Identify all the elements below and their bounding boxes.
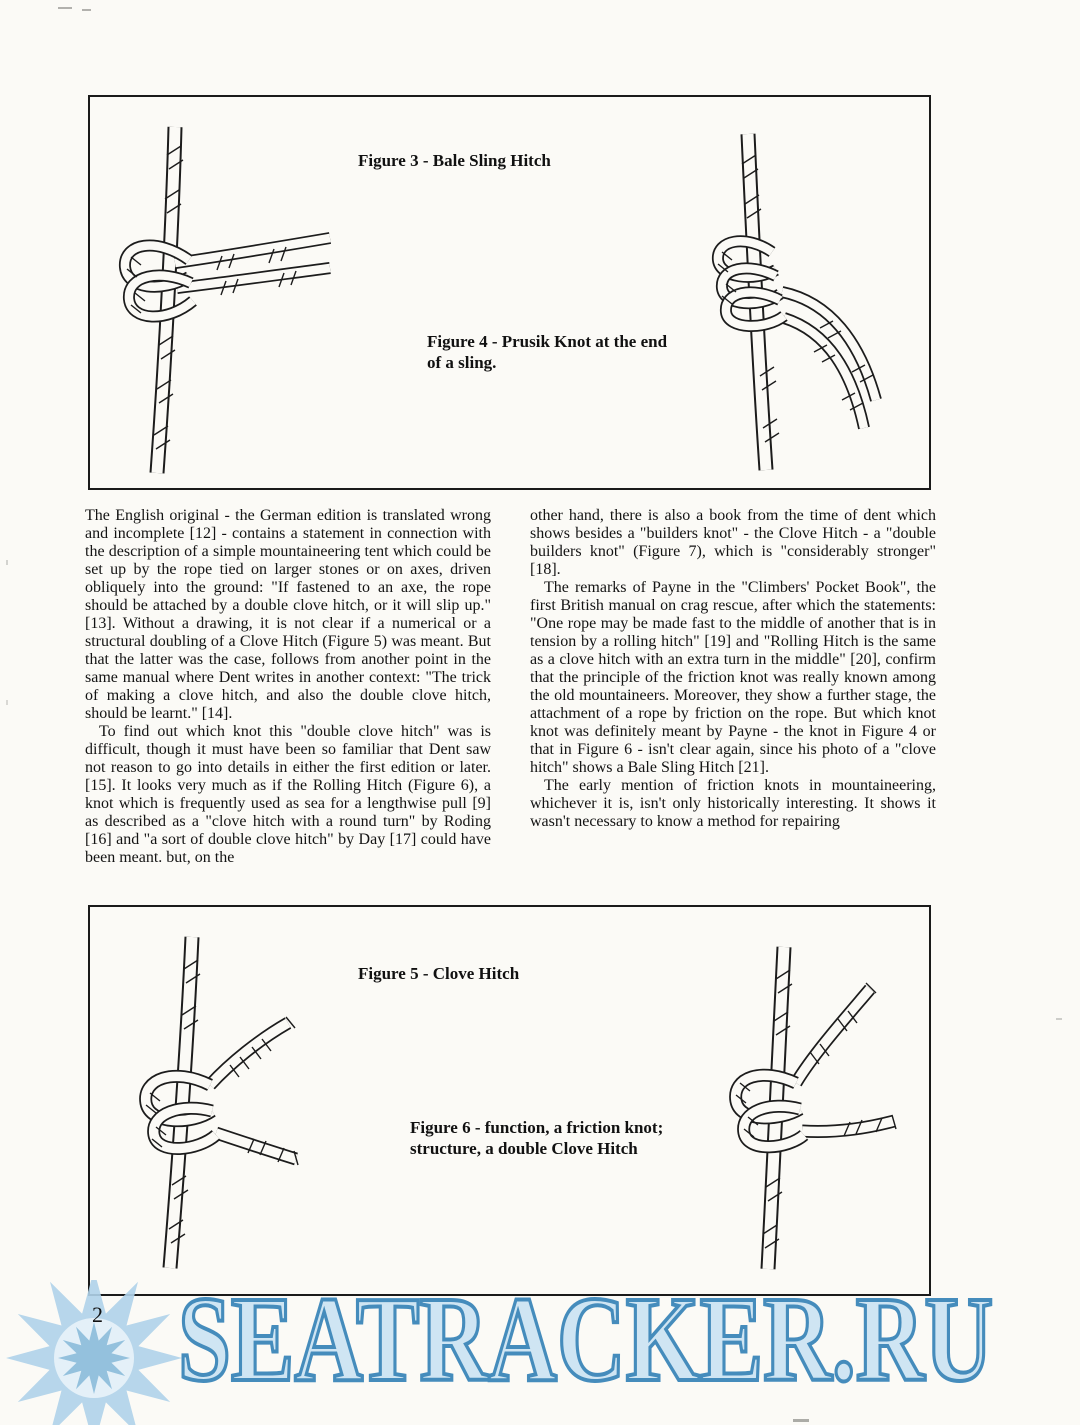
clove-hitch-illustration	[110, 935, 355, 1270]
paragraph: The remarks of Payne in the "Climbers' Pocket Book", the first British manual on crag rescue, after which the statements: "One rope may be made fast to the middle of another that is in tension by a rolling hitch" [19] and "Rolling Hitch is the same as a clove hitch with an extra turn in the middle" [20], confirm that the principle of the friction knot was really known among the old mountaineers. Moreover, they show a further stage, the attachment of a rope by friction on the rope. But which knot knot was definitely meant by Payne - the knot in Figure 4 or that in Figure 6 - isn't clear again, since his photo of a "clove hitch" shows a Bale Sling Hitch [21].	[530, 579, 936, 776]
figure3-caption: Figure 3 - Bale Sling Hitch	[358, 151, 551, 170]
watermark-text: SEATRACKER.RU	[178, 1272, 994, 1407]
paragraph: other hand, there is also a book from the time of dent which shows besides a "builders knot" - the Clove Hitch - a "double builders knot" (Figure 7), which is "considerably stronger" [18].	[530, 507, 936, 578]
watermark	[0, 1260, 1080, 1425]
figure5-caption: Figure 5 - Clove Hitch	[358, 964, 520, 983]
scan-artifact	[82, 9, 91, 11]
scan-artifact	[793, 1419, 809, 1422]
prusik-knot-illustration	[690, 132, 905, 472]
scan-artifact	[6, 560, 8, 565]
paragraph: To find out which knot this "double clove hitch" was is difficult, though it must have been so familiar that Dent saw not reason to go into details in either the first edition or later. [15]. It looks very much as if the Rolling Hitch (Figure 6), a knot which is frequently used as sea for a lengthwise pull [9] as described as a "clove hitch with a round turn" by Roding [16] and "a sort of double clove hitch" by Day [17] could have been meant. but, on the	[85, 723, 491, 866]
double-clove-hitch-illustration	[698, 945, 918, 1270]
paragraph: The English original - the German edition is translated wrong and incomplete [12] - contains a statement in connection with the description of a simple mountaineering tent which could be set up by the rope tied on larger stones or on axes, driven obliquely into the ground: "If fastened to an axe, the rope should be attached by a double clove hitch, or it will slip up." [13]. Without a drawing, it is not clear if a numerical or a structural doubling of a Clove Hitch (Figure 5) was meant. But that the latter was the case, follows from another point in the same manual where Dent writes in another context: "The trick of making a clove hitch, and also the double clove hitch, should be learnt." [14].	[85, 507, 491, 722]
bale-sling-hitch-illustration	[97, 125, 332, 475]
figure6-caption: Figure 6 - function, a friction knot; structure, a double Clove Hitch	[410, 1118, 664, 1158]
figure-box-top	[88, 95, 931, 490]
text-column-right	[530, 507, 936, 831]
scan-artifact	[58, 7, 72, 9]
figure-box-bottom	[88, 905, 931, 1296]
scan-artifact	[6, 700, 8, 705]
figure4-caption: Figure 4 - Prusik Knot at the end of a sling.	[427, 332, 668, 372]
scan-artifact	[1056, 1018, 1062, 1020]
text-column-left	[85, 507, 491, 867]
paragraph: The early mention of friction knots in mountaineering, whichever it is, isn't only historically interesting. It shows it wasn't necessary to know a method for repairing	[530, 777, 936, 830]
page-number: 2	[92, 1302, 103, 1327]
